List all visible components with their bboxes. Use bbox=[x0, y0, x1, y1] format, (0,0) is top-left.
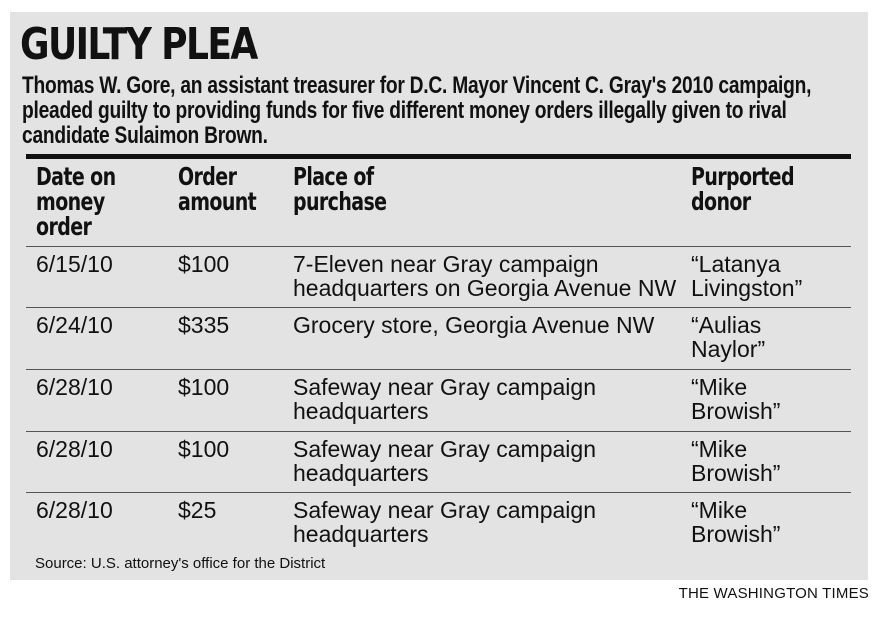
cell-donor bbox=[691, 375, 780, 423]
cell-place bbox=[293, 498, 596, 546]
cell-place-line: headquarters bbox=[293, 398, 429, 424]
cell-amount-line: $25 bbox=[178, 497, 217, 523]
cell-donor-line: Browish” bbox=[691, 460, 781, 486]
cell-donor-line: Browish” bbox=[691, 521, 781, 547]
header-rule bbox=[26, 154, 851, 159]
cell-place bbox=[293, 375, 596, 423]
cell-date-line: 6/24/10 bbox=[36, 312, 113, 338]
cell-place-line: Safeway near Gray campaign bbox=[293, 497, 596, 523]
cell-date-line: 6/28/10 bbox=[36, 374, 113, 400]
cell-amount-line: $100 bbox=[178, 436, 230, 462]
row-divider bbox=[26, 369, 851, 370]
header-donor: Purported donor bbox=[691, 162, 794, 216]
cell-amount-line: $335 bbox=[178, 312, 230, 338]
cell-place-line: Grocery store, Georgia Avenue NW bbox=[293, 312, 655, 338]
cell-donor-line: Naylor” bbox=[691, 336, 766, 362]
cell-amount-line: $100 bbox=[178, 374, 230, 400]
header-amount: Order amount bbox=[178, 162, 257, 216]
cell-date bbox=[36, 375, 113, 399]
cell-date bbox=[36, 437, 113, 461]
cell-place-line: Safeway near Gray campaign bbox=[293, 374, 596, 400]
cell-donor-line: “Aulias bbox=[691, 312, 762, 338]
headline: GUILTY PLEA bbox=[20, 19, 257, 70]
cell-amount bbox=[178, 375, 229, 399]
cell-date bbox=[36, 313, 113, 337]
cell-donor-line: “Mike bbox=[691, 374, 748, 400]
row-divider bbox=[26, 246, 851, 247]
cell-place bbox=[293, 252, 676, 300]
intro-text: Thomas W. Gore, an assistant treasurer for D.C. Mayor Vincent C. Gray's 2010 campaign, pleaded guilty to providing funds for five different money orders illegally given to rival candidate Sulaimon Brown. bbox=[22, 72, 812, 149]
cell-amount bbox=[178, 437, 229, 461]
cell-place-line: headquarters on Georgia Avenue NW bbox=[293, 275, 677, 301]
cell-donor-line: “Latanya bbox=[691, 251, 781, 277]
cell-date bbox=[36, 498, 113, 522]
header-place: Place of purchase bbox=[293, 162, 387, 216]
row-divider bbox=[26, 307, 851, 308]
cell-donor-line: “Mike bbox=[691, 436, 748, 462]
cell-place bbox=[293, 313, 654, 337]
cell-amount bbox=[178, 498, 216, 522]
header-date: Date on money order bbox=[36, 162, 116, 241]
cell-donor bbox=[691, 498, 780, 546]
cell-place-line: headquarters bbox=[293, 521, 429, 547]
cell-amount bbox=[178, 252, 229, 276]
cell-place bbox=[293, 437, 596, 485]
cell-donor bbox=[691, 252, 802, 300]
cell-place-line: Safeway near Gray campaign bbox=[293, 436, 596, 462]
cell-donor-line: Browish” bbox=[691, 398, 781, 424]
source-note: Source: U.S. attorney's office for the District bbox=[35, 555, 326, 572]
cell-donor bbox=[691, 313, 765, 361]
cell-date bbox=[36, 252, 113, 276]
cell-donor bbox=[691, 437, 780, 485]
cell-date-line: 6/28/10 bbox=[36, 436, 113, 462]
cell-donor-line: Livingston” bbox=[691, 275, 803, 301]
cell-amount bbox=[178, 313, 229, 337]
row-divider bbox=[26, 431, 851, 432]
cell-place-line: 7-Eleven near Gray campaign bbox=[293, 251, 599, 277]
cell-date-line: 6/28/10 bbox=[36, 497, 113, 523]
cell-place-line: headquarters bbox=[293, 460, 429, 486]
publisher-credit: THE WASHINGTON TIMES bbox=[678, 585, 869, 602]
cell-amount-line: $100 bbox=[178, 251, 230, 277]
cell-donor-line: “Mike bbox=[691, 497, 748, 523]
row-divider bbox=[26, 492, 851, 493]
cell-date-line: 6/15/10 bbox=[36, 251, 113, 277]
